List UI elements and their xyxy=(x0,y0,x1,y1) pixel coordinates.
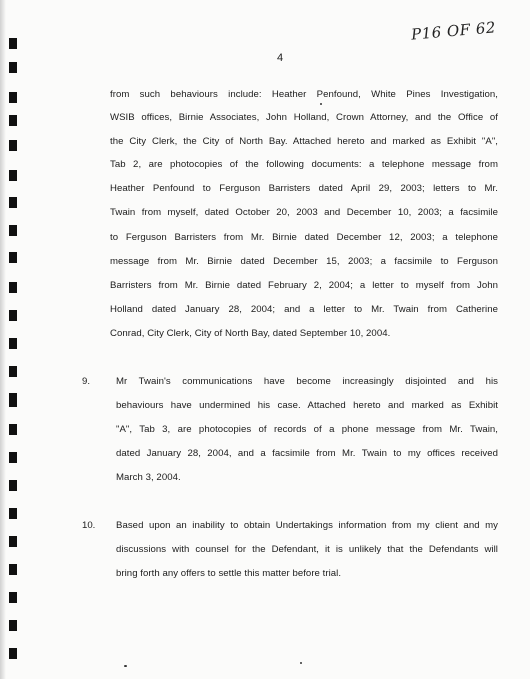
binder-mark xyxy=(9,648,17,659)
binder-mark xyxy=(9,564,17,575)
text-line: Conrad, City Clerk, City of North Bay, dated September 10, 2004. xyxy=(110,328,391,339)
binder-mark xyxy=(9,338,17,349)
binder-mark xyxy=(9,366,17,377)
binder-mark xyxy=(9,424,17,435)
scan-speck xyxy=(124,665,127,667)
text-line: "A", Tab 3, are photocopies of records of a phone message from Mr. Twain, xyxy=(116,424,498,435)
text-line: discussions with counsel for the Defendant, it is unlikely that the Defendants will xyxy=(116,544,498,555)
text-line: the City Clerk, the City of North Bay. Attached hereto and marked as Exhibit "A", xyxy=(110,136,498,147)
page-count-stamp: P16 OF 62 xyxy=(410,18,497,44)
text-line: Twain from myself, dated October 20, 2003 and December 10, 2003; a facsimile xyxy=(110,207,498,218)
text-line: Based upon an inability to obtain Undertakings information from my client and my xyxy=(116,520,498,531)
binder-mark xyxy=(9,393,17,407)
text-line: Heather Penfound to Ferguson Barristers dated April 29, 2003; letters to Mr. xyxy=(110,183,498,194)
text-line: message from Mr. Birnie dated December 15, 2003; a facsimile to Ferguson xyxy=(110,256,498,267)
binder-mark xyxy=(9,252,17,263)
text-line: March 3, 2004. xyxy=(116,472,181,483)
scan-speck xyxy=(300,662,302,664)
text-line: to Ferguson Barristers from Mr. Birnie dated December 12, 2003; a telephone xyxy=(110,232,498,243)
text-line: Holland dated January 28, 2004; and a letter to Mr. Twain from Catherine xyxy=(110,304,498,315)
binder-mark xyxy=(9,310,17,321)
binder-mark xyxy=(9,115,17,126)
text-line: bring forth any offers to settle this matter before trial. xyxy=(116,568,342,579)
binder-mark xyxy=(9,197,17,208)
page-number: 4 xyxy=(277,52,284,64)
paragraph-number: 10. xyxy=(82,520,96,531)
binder-mark xyxy=(9,592,17,603)
binder-mark xyxy=(9,452,17,463)
text-line: from such behaviours include: Heather Penfound, White Pines Investigation, xyxy=(110,89,498,100)
text-line: Mr Twain's communications have become increasingly disjointed and his xyxy=(116,376,498,387)
binder-mark xyxy=(9,92,17,103)
scan-speck xyxy=(320,103,322,105)
binder-mark xyxy=(9,282,17,293)
text-line: Tab 2, are photocopies of the following documents: a telephone message from xyxy=(110,159,498,170)
binder-mark xyxy=(9,620,17,631)
paragraph-number: 9. xyxy=(82,376,91,387)
text-line: WSIB offices, Birnie Associates, John Holland, Crown Attorney, and the Office of xyxy=(110,112,498,123)
scan-edge-shadow xyxy=(0,0,6,679)
binder-mark xyxy=(9,170,17,181)
binder-mark xyxy=(9,38,17,49)
text-line: dated January 28, 2004, and a facsimile from Mr. Twain to my offices received xyxy=(116,448,498,459)
binder-mark xyxy=(9,62,17,73)
binder-mark xyxy=(9,480,17,491)
binder-mark xyxy=(9,508,17,519)
text-line: behaviours have undermined his case. Attached hereto and marked as Exhibit xyxy=(116,400,498,411)
binder-mark xyxy=(9,225,17,236)
text-line: Barristers from Mr. Birnie dated February 2, 2004; a letter to myself from John xyxy=(110,280,498,291)
binder-mark xyxy=(9,140,17,151)
binder-mark xyxy=(9,536,17,547)
